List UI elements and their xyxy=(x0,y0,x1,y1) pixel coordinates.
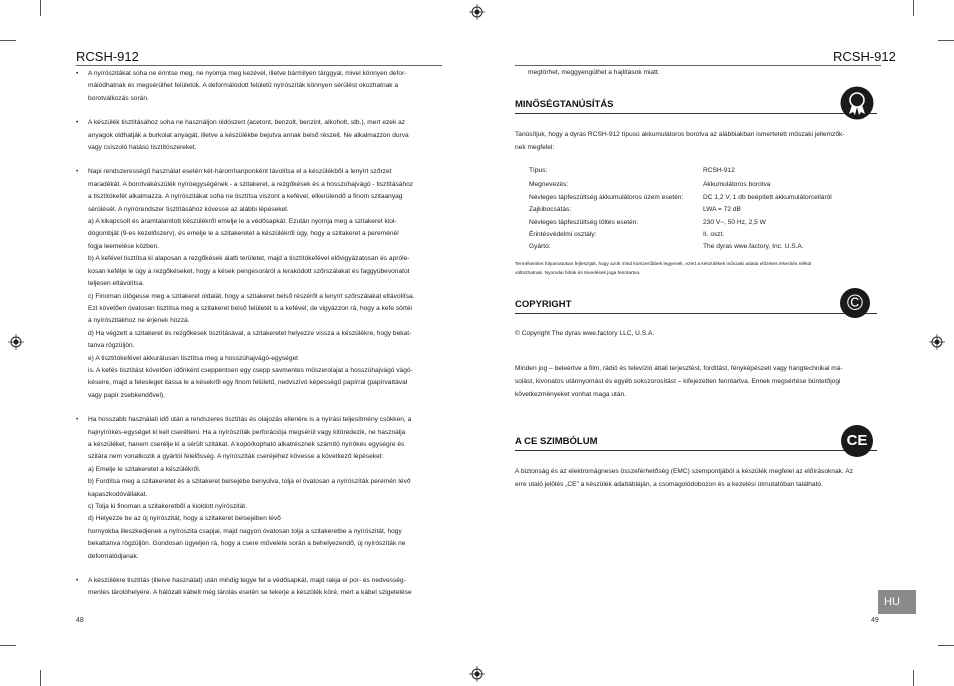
spec-label: Névleges tápfeszültség töltés esetén: xyxy=(529,219,639,226)
quality-note: Termékeinket folyamatosan fejlesztjük, hogy azok mind korszerűbbek legyenek, ezért a készülékek műszaki adatai előzetes értesítés nélkül változhatnak. Nyomdai hibák és tévedések joga fenntartva. xyxy=(515,262,812,276)
spec-row xyxy=(529,194,849,201)
page-number-right: 49 xyxy=(871,617,879,624)
header-rule-right xyxy=(515,65,881,66)
language-tab: HU xyxy=(878,590,916,614)
registration-mark-icon xyxy=(8,334,24,350)
spec-row xyxy=(529,181,849,188)
registration-mark-icon xyxy=(929,334,945,350)
ce-text: A biztonság és az elektromágneses összeférhetőség (EMC) szempontjából a készülék megfelel az előírásoknak. Az erre utaló jelölés „CE” a készülék adattábláján, a csomagolódobozon és a kezelési útmutatóban található. xyxy=(515,468,853,488)
list-item: • A készülék tisztításához soha ne használjon oldószert (acetont, benzolt, benzint, alkoholt, stb.), mert ezek az anyagok oldhatják a burkolat anyagát, illetve a készülékbe bejutva annak belső részeit. Ne alkalmazzon durva vagy csiszoló hatású tisztítószereket. xyxy=(76,117,442,154)
crop-mark xyxy=(913,670,914,686)
model-label-right: RCSH-912 xyxy=(833,49,896,64)
crop-mark xyxy=(938,645,954,646)
spec-label: Érintésvédelmi osztály: xyxy=(529,231,597,238)
spec-row xyxy=(529,206,849,213)
section-rule xyxy=(515,450,877,451)
spec-label: Megnevezés: xyxy=(529,181,569,188)
copyright-icon: © xyxy=(840,288,870,318)
spec-value: 230 V~, 50 Hz, 2,5 W xyxy=(703,219,766,226)
spec-label: Gyártó: xyxy=(529,243,551,250)
crop-mark xyxy=(40,670,41,686)
spec-row xyxy=(529,243,849,250)
continuation-text: megtörhet, meggyengülhet a hajlítások miatt. xyxy=(528,69,660,76)
section-title-quality: MINŐSÉGTANÚSÍTÁS xyxy=(515,99,614,110)
registration-mark-icon xyxy=(469,4,485,20)
section-title-copyright: COPYRIGHT xyxy=(515,299,572,310)
quality-seal-icon xyxy=(840,86,874,120)
header-rule-left xyxy=(76,65,442,66)
spec-label: Típus: xyxy=(529,167,548,174)
list-item: • A nyírószitákat soha ne érintse meg, ne nyomja meg kezével, illetve bármilyen tárggyal, mivel könnyen defor- málódhatnak és megsérülhet felületük. A deformálódott felületű nyírószíták könnyen sérülést okozhatnak a borotválkozás során. xyxy=(76,68,442,105)
section-rule xyxy=(515,313,877,314)
model-label-left: RCSH-912 xyxy=(76,49,139,64)
quality-intro: Tanúsítjuk, hogy a dyras RCSH-912 típusú akkumulátoros borotva az alábbiakban ismertetett műszaki jellemzők- nek megfelel: xyxy=(515,131,845,151)
crop-mark xyxy=(0,645,16,646)
left-page-body xyxy=(76,68,442,600)
spec-value: DC 1,2 V, 1 db beépített akkumulátorcelláról xyxy=(703,194,832,201)
spec-value: The dyras wwe.factory, Inc. U.S.A. xyxy=(703,243,804,250)
spec-value: Akkumulátoros borotva xyxy=(703,181,771,188)
spec-label: Zajkibocsátás: xyxy=(529,206,572,213)
registration-mark-icon xyxy=(469,666,485,682)
section-rule xyxy=(515,113,877,114)
copyright-line: © Copyright The dyras wwe.factory LLC, U.S.A. xyxy=(515,330,655,337)
spec-row xyxy=(529,219,849,226)
crop-mark xyxy=(938,40,954,41)
spec-row xyxy=(529,167,849,174)
section-title-ce: A CE SZIMBÓLUM xyxy=(515,436,598,447)
spec-value: RCSH-912 xyxy=(703,167,735,174)
crop-mark xyxy=(913,0,914,16)
list-item: • A készülékre tisztítás (illetve használat) után mindig tegye fel a védősapkát, majd rakja el por- és nedvesség- mentes tárolóhelyére. A hálózati kábelt még tárolás esetén se tekerje a készülék köré, mert a kábel szigetelése xyxy=(76,575,442,600)
copyright-text: Minden jog – beleértve a film, rádió és televízió általi terjesztést, fordítást, fényképészeti vagy hangtechnikai má- solást, kivonatos utánnyomást és egyéb sokszorosítást – kifejezetten fenntartva. Ennek megsértése büntetőjogi következményeket vonhat maga után. xyxy=(515,365,843,398)
list-item: • Napi rendszerességű használat esetén két-háromhanponként távolítsa el a készülékből a lenyírt szőrzet maradékát. A borotvakészülék nyíróegységének - a szitakeret, a rezgőkések és a hosszúhajvágó - tisztításához a tisztítókefét alkalmazza. A nyírószitákat soha ne tisztítsa viszont a kefével, elkerülendő a finom szitaanyag sérülését. A nyírórendszer tisztításához kövesse az alábbi lépéseket. a) A kikapcsolt és áramtalanított készülékről emelje le a védősapkát. Ezután nyomja meg a szitakeret kiol- dógombját (9-es kezelőszerv), és emelje le a szitakeretet a készülékről úgy, hogy a szitakeret a pereménél fogja leemelése közben. b) A kefével tisztítsa ki alaposan a rezgőkések alatti területet, majd a tisztítókefével elővigyázatosan és apróle- kosan kefélje le úgy a rezgőkéseket, hogy a kések pengesoráról a lerakódott szőrszálakat és faggyúbevonatot teljesen eltávolítsa. c) Finoman ütögesse meg a szitakeret oldalát, hogy a szitakeret belső részéről a lenyírt szőrszálakat eltávolítsa. Ezt követően óvatosan tisztítsa meg a szitakeret belső felületét is a kefével, de vigyázzon rá, hogy a kefe sörtéi a nyírószitákhoz ne érjenek hozzá. d) Ha végzett a szitakeret és rezgőkések tisztításával, a szitakeretet helyezze vissza a készülékre, hogy bekat- tanva rögzüljön. e) A tisztítókefével akkurátusan tisztítsa meg a hosszúhajvágó-egységet is. A kefés tisztítást követően időnként cseppentsen egy csepp savmentes műszerolajat a hosszúhajvágó vágó- késeire, majd a felesleget itassa le a késekről egy finom felületű, nedvszívó képességű papírral (papírvattával vagy papír zsebkendővel). xyxy=(76,166,442,402)
spec-value: II. oszt. xyxy=(703,231,725,238)
ce-mark-icon: CE xyxy=(841,425,873,457)
spec-value: LWA = 72 dB xyxy=(703,206,741,213)
crop-mark xyxy=(40,0,41,16)
list-item: • Ha hosszabb használati idő után a rendszeres tisztítás és olajozás ellenére is a nyírási teljesítmény csökken, a hajnyírókés-egységet ki kell cserélteni. Ha a nyírószíták perforációja megsérül vagy kitöredezik, ne használja a készüléket, hanem cserélje ki a sérült szitákat. A kopó/kopható alkatrésznek számító nyírókés egységre és szitára nem vonatkozik a gyártói felelősség. A nyírószíták cseréjéhez kövesse a következő lépéseket: a) Emelje le szitakeretet a készülékről. b) Fordítsa meg a szitakeretet és a szitakeret belsejébe benyúlva, tolja el óvatosan a nyírószíták peremén lévő kapaszkodóvállakat. c) Tolja ki finoman a szitakeretből a kioldott nyírószitát. d) Helyezze be az új nyírószitát, hogy a szitakeret belsejében lévő hornyokba illeszkedjenek a nyíroszita csapjai, majd nagyon óvatosan tolja a szitakeretbe a nyírószitát, hogy bekattanva rögzüljön. Gondosan ügyeljen rá, hogy a csere művelete során a behelyezendő, új nyírószíták ne deformálódjanak. xyxy=(76,414,442,563)
spec-row xyxy=(529,231,849,238)
crop-mark xyxy=(0,40,16,41)
page-number-left: 48 xyxy=(76,617,84,624)
spec-label: Névleges tápfeszültség akkumulátoros üzem esetén: xyxy=(529,194,684,201)
